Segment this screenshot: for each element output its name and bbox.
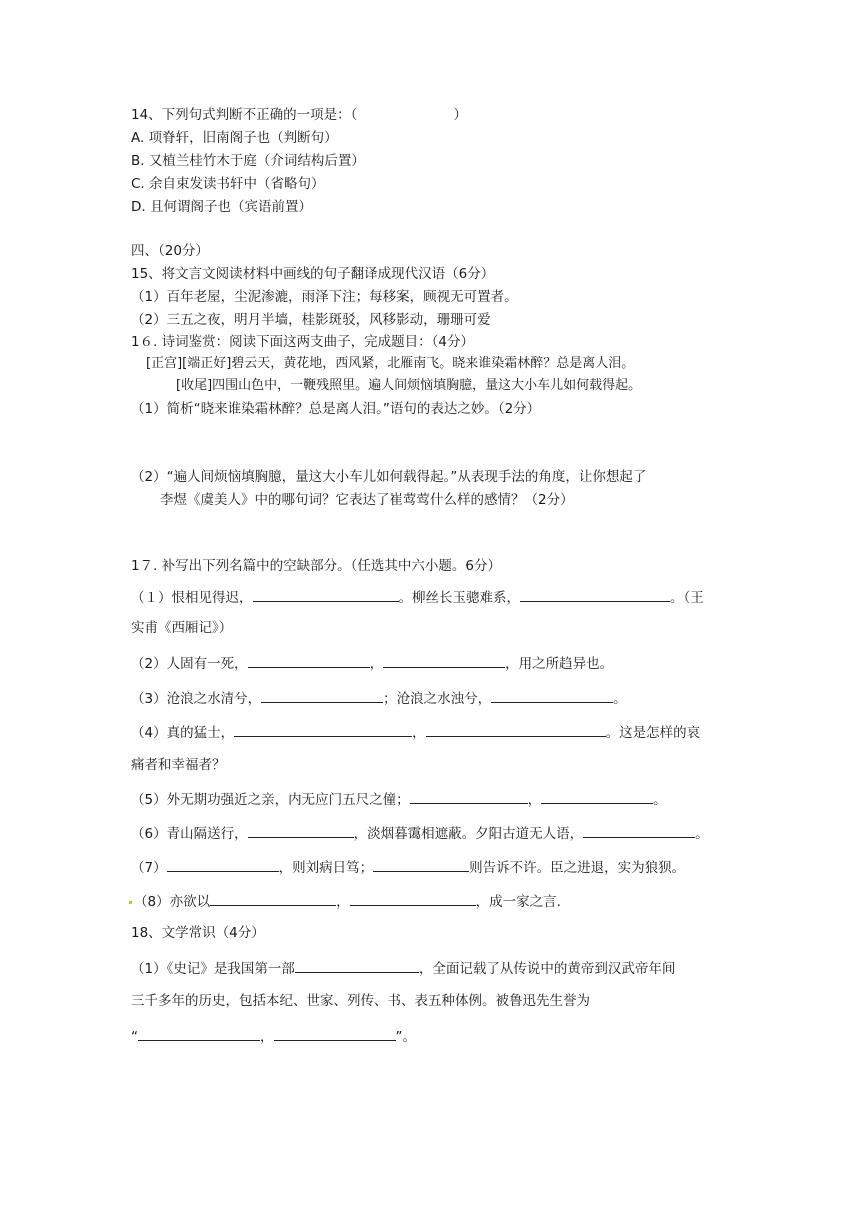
- answer-blank[interactable]: [350, 891, 476, 906]
- q17-stem: 1７. 补写出下列名篇中的空缺部分。（任选其中六小题。6分）: [131, 558, 502, 574]
- q16-poem-1: [正宫][端正好]碧云天，黄花地，西风紧，北雁南飞。晓来谁染霜林醉？总是离人泪。: [146, 356, 635, 371]
- q14-option-b: B. 又植兰桂竹木于庭（介词结构后置）: [131, 153, 365, 169]
- q17-item-2: （2）人固有一死， ， ，用之所趋异也。: [131, 653, 613, 673]
- answer-blank[interactable]: [253, 587, 399, 602]
- answer-blank[interactable]: [373, 857, 469, 872]
- answer-blank[interactable]: [541, 789, 653, 804]
- answer-blank[interactable]: [410, 789, 528, 804]
- q17-item-4-cont: 痛者和幸福者？: [131, 757, 226, 773]
- answer-blank[interactable]: [520, 587, 670, 602]
- q16-poem-2: [收尾]四围山色中，一鞭残照里。遍人间烦恼填胸臆，量这大小车儿如何载得起。: [176, 378, 642, 393]
- q17-item-6: （6）青山隔送行， ，淡烟暮霭相遮蔽。夕阳古道无人语， 。: [131, 823, 709, 843]
- q18-stem: 18、文学常识（4分）: [131, 925, 265, 941]
- q16-sub-1: （1）简析“晓来谁染霜林醉？总是离人泪。”语句的表达之妙。（2分）: [131, 401, 541, 417]
- q14-option-a: A. 项脊轩，旧南阁子也（判断句）: [131, 130, 338, 146]
- answer-blank[interactable]: [274, 1026, 396, 1041]
- answer-blank[interactable]: [583, 823, 695, 838]
- answer-blank[interactable]: [167, 857, 279, 872]
- q17-item-4: （4）真的猛士， ， 。这是怎样的哀: [131, 722, 700, 742]
- q17-item-1-cont: 实甫《西厢记》）: [131, 620, 233, 636]
- q17-item-1: （１）恨相见得迟， 。柳丝长玉骢难系， 。（王: [131, 587, 704, 607]
- q16-sub-2-line-1: （2）“遍人间烦恼填胸臆，量这大小车儿如何载得起。”从表现手法的角度，让你想起了: [131, 469, 647, 485]
- q14-option-c: C. 余自束发读书轩中（省略句）: [131, 176, 325, 192]
- q15-stem: 15、将文言文阅读材料中画线的句子翻译成现代汉语（6分）: [131, 266, 495, 282]
- marker-dot: [129, 901, 132, 904]
- q15-item-2: （2）三五之夜，明月半墙，桂影斑驳，风移影动，珊珊可爱: [131, 312, 491, 328]
- answer-blank[interactable]: [295, 958, 419, 973]
- q17-item-7: （7） ，则刘病日笃； 则告诉不许。臣之进退，实为狼狈。: [131, 857, 685, 877]
- q14-option-d: D. 且何谓阁子也（宾语前置）: [131, 199, 312, 215]
- q17-item-5: （5）外无期功强近之亲，内无应门五尺之僮； ， 。: [131, 789, 667, 809]
- answer-blank[interactable]: [383, 653, 505, 668]
- q16-sub-2-line-2: 李煜《虞美人》中的哪句词？它表达了崔莺莺什么样的感情？（2分）: [160, 492, 574, 508]
- answer-blank[interactable]: [210, 891, 336, 906]
- q16-stem: 1６. 诗词鉴赏：阅读下面这两支曲子，完成题目：（4分）: [131, 334, 475, 350]
- answer-blank[interactable]: [261, 688, 383, 703]
- q18-item-1: （1）《史记》是我国第一部 ，全面记载了从传说中的黄帝到汉武帝年间: [131, 958, 675, 978]
- answer-blank[interactable]: [491, 688, 613, 703]
- q17-item-8: （8）亦欲以 ， ，成一家之言.: [134, 891, 561, 911]
- answer-blank[interactable]: [138, 1026, 260, 1041]
- q17-item-3: （3）沧浪之水清兮， ；沧浪之水浊兮， 。: [131, 688, 627, 708]
- answer-blank[interactable]: [426, 722, 606, 737]
- q18-item-1-blanks: “ ， ”。: [131, 1026, 416, 1046]
- q15-item-1: （1）百年老屋，尘泥渗漉，雨泽下注；每移案，顾视无可置者。: [131, 289, 518, 305]
- q14-stem: 14、下列句式判断不正确的一项是：（ ）: [131, 107, 467, 123]
- q18-item-1-cont: 三千多年的历史，包括本纪、世家、列传、书、表五种体例。被鲁迅先生誉为: [131, 993, 590, 1009]
- answer-blank[interactable]: [248, 823, 354, 838]
- section-heading: 四、（20分）: [131, 243, 209, 259]
- answer-blank[interactable]: [248, 653, 370, 668]
- answer-blank[interactable]: [234, 722, 412, 737]
